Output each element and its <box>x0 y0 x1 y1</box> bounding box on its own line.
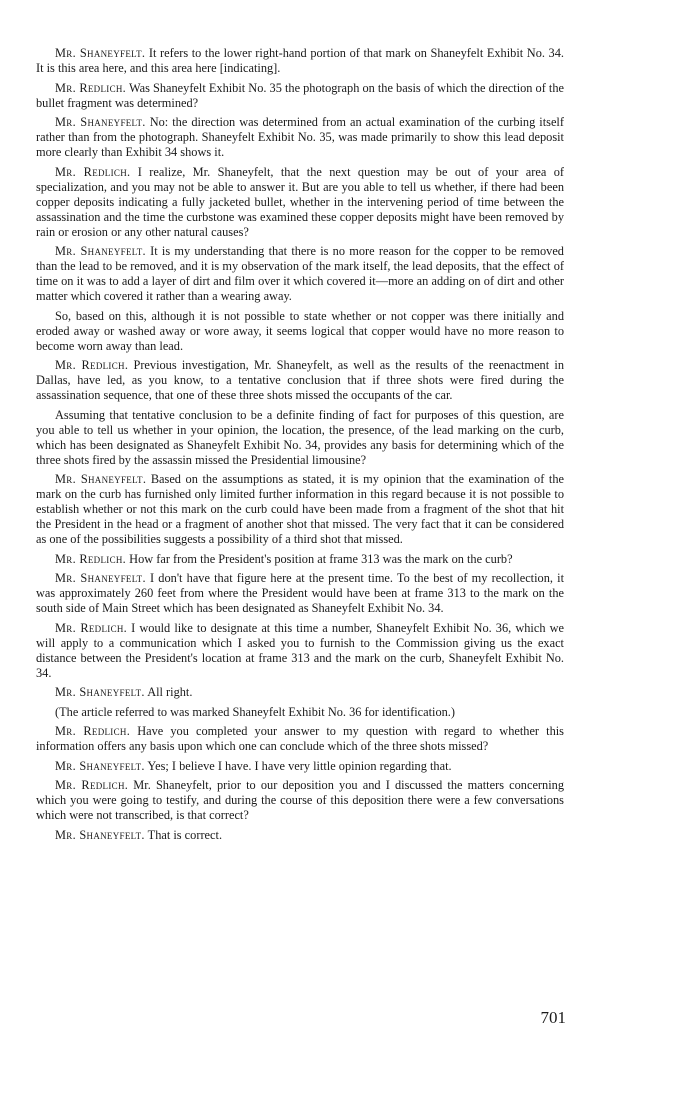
paragraph-text: So, based on this, although it is not possible to state whether or not copper was there initially and eroded away or washed away or wore away, it seems logical that copper would have no more reason to become worn away than lead. <box>36 308 564 353</box>
speaker-name: Mr. Redlich. <box>55 358 129 372</box>
paragraph <box>36 552 564 567</box>
speaker-name: Mr. Redlich. <box>55 620 128 635</box>
speaker-name: Mr. Redlich. <box>55 164 131 179</box>
speaker-name: Mr. Redlich. <box>55 80 127 95</box>
paragraph-text: (The article referred to was marked Shaneyfelt Exhibit No. 36 for identification.) <box>55 704 455 719</box>
paragraph <box>36 358 564 403</box>
paragraph-text: I would like to designate at this time a number, Shaneyfelt Exhibit No. 36, which we will apply to a communication which I asked you to furnish to the Commission giving us the exact distance between the President's location at frame 313 and the mark on the curb, Shaneyfelt Exhibit No. 34. <box>36 620 564 680</box>
paragraph-text: Mr. Shaneyfelt, prior to our deposition you and I discussed the matters concerning which you were going to testify, and during the course of this deposition there were a few conversations which were not transcribed, is that correct? <box>36 778 564 822</box>
paragraph <box>36 81 564 111</box>
speaker-name: Mr. Shaneyfelt. <box>55 472 147 486</box>
speaker-name: Mr. Redlich. <box>55 724 131 738</box>
paragraph <box>36 759 564 774</box>
paragraph-text: That is correct. <box>147 827 223 842</box>
paragraph-text: All right. <box>147 685 193 699</box>
paragraph <box>36 165 564 240</box>
paragraph-text: I don't have that figure here at the present time. To the best of my recollection, it was approximately 260 feet from where the President would have been at frame 313 to the mark on the south side of Main Street which has been designated as Shaneyfelt Exhibit No. 34. <box>36 571 564 615</box>
paragraph-text: I realize, Mr. Shaneyfelt, that the next question may be out of your area of specialization, and you may not be able to answer it. But are you able to tell us whether, if there had been copper deposits indicating a fully jacketed bullet, whether in the intervening period of time between the assassination and the time the curbstone was examined these copper deposits might have been removed by rain or erosion or any other natural causes? <box>36 164 564 239</box>
paragraph-text: How far from the President's position at frame 313 was the mark on the curb? <box>129 551 513 566</box>
paragraph <box>36 244 564 304</box>
transcript-page <box>36 46 564 847</box>
paragraph <box>36 309 564 354</box>
paragraph <box>36 778 564 823</box>
paragraph <box>36 46 564 76</box>
paragraph-text: Was Shaneyfelt Exhibit No. 35 the photograph on the basis of which the direction of the bullet fragment was determined? <box>36 80 565 110</box>
paragraph-text: Have you completed your answer to my question with regard to whether this information offers any basis upon which one can conclude which of the three shots missed? <box>36 724 564 753</box>
speaker-name: Mr. Shaneyfelt. <box>55 46 146 60</box>
speaker-name: Mr. Redlich. <box>55 778 129 792</box>
paragraph <box>36 472 564 547</box>
paragraph <box>36 408 564 468</box>
paragraph <box>36 685 564 700</box>
paragraph-text: Assuming that tentative conclusion to be a definite finding of fact for purposes of this question, are you able to tell us whether in your opinion, the location, the presence, of the lead marking on the curb, which has been designated as Shaneyfelt Exhibit No. 34, provides any basis for determining which of the three shots fired by the assassin missed the Presidential limousine? <box>36 407 564 467</box>
paragraph-text: It is my understanding that there is no more reason for the copper to be removed than the lead to be removed, and it is my observation of the mark itself, the lead deposits, that the effect of time on it was to add a layer of dirt and film over it which covered it—more an adding on of dirt and other matter which covered it rather than a wearing away. <box>36 244 564 303</box>
speaker-name: Mr. Shaneyfelt. <box>55 244 146 258</box>
speaker-name: Mr. Redlich. <box>55 551 127 566</box>
paragraph-text: Based on the assumptions as stated, it is my opinion that the examination of the mark on the curb has furnished only limited further information in this regard because it is not possible to establish whether or not this mark on the curb could have been made from a fragment of the shot that hit the President in the head or a fragment of another shot that missed. The very fact that it can be considered as one of the possibilities suggests a possibility of a third shot that missed. <box>36 472 564 546</box>
paragraph <box>36 724 564 754</box>
paragraph <box>36 621 564 681</box>
page-number: 701 <box>540 1008 566 1027</box>
speaker-name: Mr. Shaneyfelt. <box>55 827 145 842</box>
paragraph-text: It refers to the lower right-hand portion of that mark on Shaneyfelt Exhibit No. 34. It is this area here, and this area here [indicating]. <box>36 46 564 75</box>
speaker-name: Mr. Shaneyfelt. <box>55 571 146 585</box>
speaker-name: Mr. Shaneyfelt. <box>55 758 145 773</box>
paragraph <box>36 571 564 616</box>
paragraph <box>36 705 564 720</box>
paragraph-text: Yes; I believe I have. I have very little opinion regarding that. <box>147 758 452 773</box>
paragraph <box>36 115 564 160</box>
paragraph-text: Previous investigation, Mr. Shaneyfelt, as well as the results of the reenactment in Dallas, have led, as you know, to a tentative conclusion that if three shots were fired during the assassination sequence, that one of these three shots missed the occupants of the car. <box>36 358 564 402</box>
speaker-name: Mr. Shaneyfelt. <box>55 115 146 129</box>
paragraph <box>36 828 564 843</box>
paragraph-text: No: the direction was determined from an actual examination of the curbing itself rather than from the photograph. Shaneyfelt Exhibit No. 35, was made primarily to show this lead deposit more clearly than Exhibit 34 shows it. <box>36 115 564 159</box>
speaker-name: Mr. Shaneyfelt. <box>55 685 145 699</box>
